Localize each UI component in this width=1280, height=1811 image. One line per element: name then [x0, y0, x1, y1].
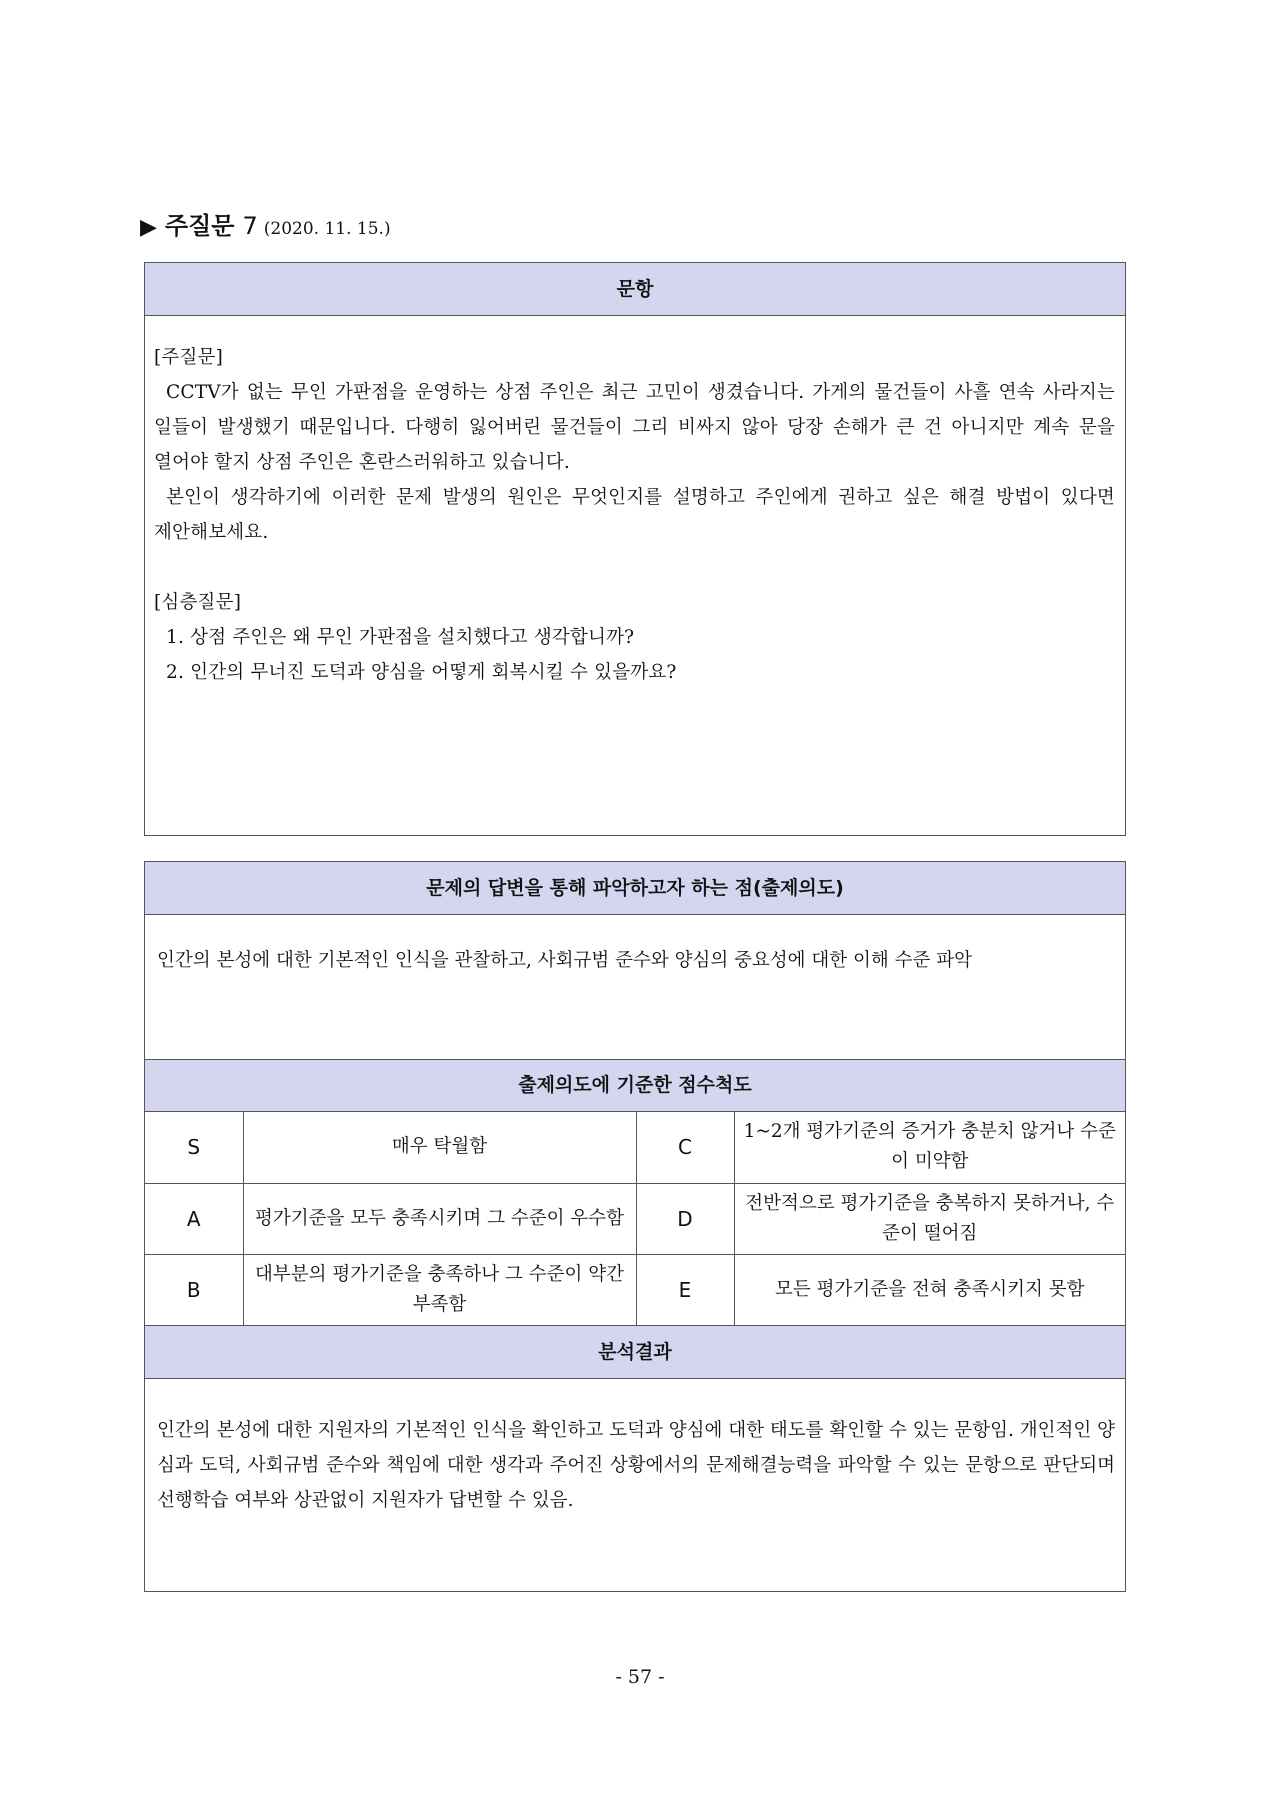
grade-description: 대부분의 평가기준을 충족하나 그 수준이 약간 부족함 [243, 1254, 636, 1325]
heading-label: 주질문 [164, 212, 235, 240]
grade-cell: D [636, 1183, 734, 1254]
page-number: - 57 - [615, 1666, 665, 1688]
table-row [145, 1112, 1125, 1183]
triangle-bullet-icon: ▶ [140, 215, 157, 240]
analysis-result-body: 인간의 본성에 대한 지원자의 기본적인 인식을 확인하고 도덕과 양심에 대한 태도를 확인할 수 있는 문항임. 개인적인 양심과 도덕, 사회규범 준수와 책임에 대한 생각과 주어진 상황에서의 문제해결능력을 파악할 수 있는 문항으로 판단되며 선행학습 여부와 상관없이 지원자가 답변할 수 있음. [157, 1419, 1115, 1511]
main-question-label: [주질문] [154, 347, 224, 368]
question-body [145, 340, 1125, 690]
main-question-paragraph: 본인이 생각하기에 이러한 문제 발생의 원인은 무엇인지를 설명하고 주인에게 권하고 싶은 해결 방법이 있다면 제안해보세요. [154, 487, 1115, 543]
table-row [145, 1254, 1125, 1325]
grade-cell: C [636, 1112, 734, 1183]
intent-box [144, 861, 1126, 1592]
followup-question-item: 1. 상점 주인은 왜 무인 가판점을 설치했다고 생각합니까? [166, 627, 635, 648]
grade-description: 매우 탁월함 [243, 1112, 636, 1183]
grade-description: 모든 평가기준을 전혀 충족시키지 못함 [734, 1254, 1125, 1325]
grade-description: 1~2개 평가기준의 증거가 충분치 않거나 수준이 미약함 [734, 1112, 1125, 1183]
followup-question-label: [심층질문] [154, 592, 242, 613]
section-heading [140, 210, 391, 245]
grade-cell: S [145, 1112, 243, 1183]
table-row [145, 1183, 1125, 1254]
scale-title: 출제의도에 기준한 점수척도 [145, 1060, 1125, 1112]
heading-date: (2020. 11. 15.) [263, 219, 391, 239]
question-box-title: 문항 [145, 263, 1125, 316]
analysis-result-title: 분석결과 [145, 1326, 1125, 1379]
heading-number: 7 [242, 212, 258, 240]
question-box [144, 262, 1126, 836]
intent-box-title: 문제의 답변을 통해 파악하고자 하는 점(출제의도) [145, 862, 1125, 915]
intent-body: 인간의 본성에 대한 기본적인 인식을 관찰하고, 사회규범 준수와 양심의 중요성에 대한 이해 수준 파악 [145, 915, 1125, 1060]
followup-question-item: 2. 인간의 무너진 도덕과 양심을 어떻게 회복시킬 수 있을까요? [166, 662, 677, 683]
grade-cell: E [636, 1254, 734, 1325]
grade-cell: A [145, 1183, 243, 1254]
grade-cell: B [145, 1254, 243, 1325]
main-question-paragraph: CCTV가 없는 무인 가판점을 운영하는 상점 주인은 최근 고민이 생겼습니다. 가게의 물건들이 사흘 연속 사라지는 일들이 발생했기 때문입니다. 다행히 잃어버린 물건들이 그리 비싸지 않아 당장 손해가 큰 건 아니지만 계속 문을 열어야 할지 상점 주인은 혼란스러워하고 있습니다. [154, 382, 1115, 473]
grade-description: 평가기준을 모두 충족시키며 그 수준이 우수함 [243, 1183, 636, 1254]
followup-question-list [154, 620, 1115, 690]
score-scale-table [145, 1112, 1125, 1326]
grade-description: 전반적으로 평가기준을 충복하지 못하거나, 수준이 떨어짐 [734, 1183, 1125, 1254]
